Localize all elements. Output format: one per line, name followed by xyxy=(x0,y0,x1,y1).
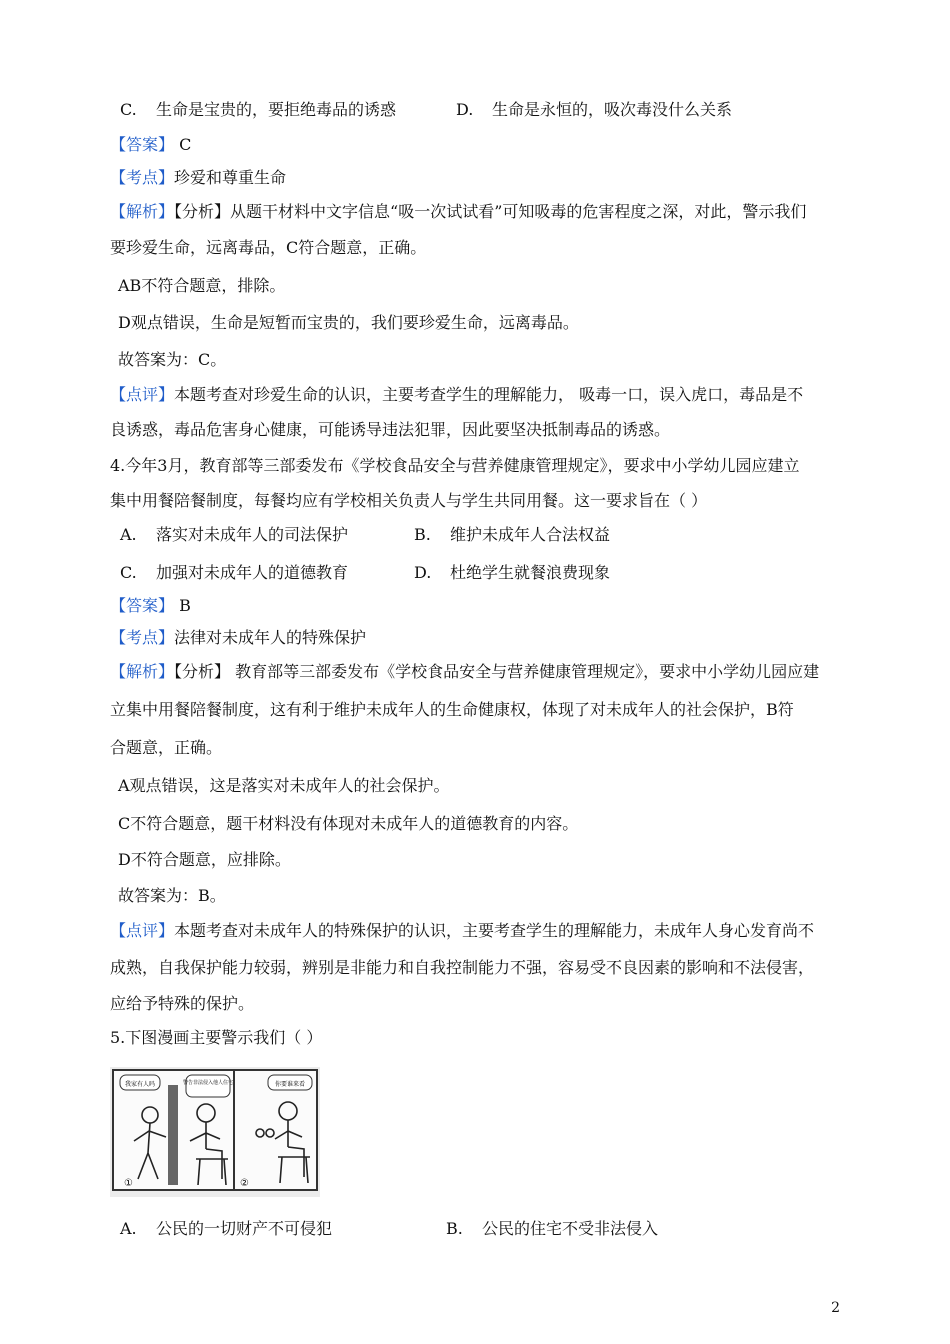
q4-comment-line2: 成熟，自我保护能力较弱，辨别是非能力和自我控制能力不强，容易受不良因素的影响和不法侵害， xyxy=(110,958,815,977)
q3-option-c-letter: C. xyxy=(120,100,137,119)
q4-point-text: 法律对未成年人的特殊保护 xyxy=(174,628,367,647)
q4-option-d-letter: D. xyxy=(414,563,432,582)
q4-stem-line2: 集中用餐陪餐制度，每餐均应有学校相关负责人与学生共同用餐。这一要求旨在（ ） xyxy=(110,491,708,510)
q5-stem: 5.下图漫画主要警示我们（ ） xyxy=(110,1028,323,1047)
panel1-bubble-right: 警告非法侵入他人住宅 xyxy=(182,1080,234,1086)
q4-answer xyxy=(110,596,191,616)
q5-option-a-letter: A. xyxy=(120,1219,137,1238)
q4-answer-tag: 【答案】 xyxy=(110,596,175,615)
q3-analysis-text1: 【分析】从题干材料中文字信息“吸一次试试看”可知吸毒的危害程度之深，对此，警示我们 xyxy=(174,202,807,221)
q4-answer-value: B xyxy=(179,596,191,615)
q3-option-d-letter: D. xyxy=(456,100,474,119)
q3-analysis-line2: 要珍爱生命，远离毒品，C符合题意，正确。 xyxy=(110,238,427,257)
q4-option-a-letter: A. xyxy=(120,525,137,544)
q4-analysis-line7: 故答案为：B。 xyxy=(118,886,226,905)
q4-option-d xyxy=(414,563,610,583)
panel2-number: ② xyxy=(240,1178,249,1189)
q4-analysis-line6: D不符合题意，应排除。 xyxy=(118,850,291,869)
q4-analysis-line4: A观点错误，这是落实对未成年人的社会保护。 xyxy=(118,776,450,795)
q3-answer xyxy=(110,135,191,155)
q3-analysis-line3: AB不符合题意，排除。 xyxy=(118,276,286,295)
q3-option-d xyxy=(456,100,732,120)
q4-option-c-text: 加强对未成年人的道德教育 xyxy=(156,563,349,582)
q3-option-c-text: 生命是宝贵的，要拒绝毒品的诱惑 xyxy=(156,100,397,119)
panel2-bubble: 你要谁来看 xyxy=(274,1081,306,1088)
q4-stem-line1: 4.今年3月，教育部等三部委发布《学校食品安全与营养健康管理规定》，要求中小学幼儿园应建立 xyxy=(110,456,800,475)
q3-answer-tag: 【答案】 xyxy=(110,135,175,154)
panel1-bubble-left: 我家有人吗 xyxy=(124,1081,156,1088)
q4-analysis-text1: 【分析】 教育部等三部委发布《学校食品安全与营养健康管理规定》，要求中小学幼儿园应建 xyxy=(174,662,820,681)
q4-option-c-letter: C. xyxy=(120,563,137,582)
page-number: 2 xyxy=(831,1300,840,1316)
q5-cartoon-image xyxy=(110,1067,320,1197)
panel1-number: ① xyxy=(124,1178,133,1189)
q5-option-a-text: 公民的一切财产不可侵犯 xyxy=(156,1219,333,1238)
q3-option-c xyxy=(120,100,396,120)
q4-option-b-text: 维护未成年人合法权益 xyxy=(450,525,611,544)
q4-option-a-text: 落实对未成年人的司法保护 xyxy=(156,525,349,544)
q3-comment-line2: 良诱惑，毒品危害身心健康，可能诱导违法犯罪，因此要坚决抵制毒品的诱惑。 xyxy=(110,420,671,439)
q4-option-d-text: 杜绝学生就餐浪费现象 xyxy=(450,563,611,582)
q3-comment-text1: 本题考查对珍爱生命的认识，主要考查学生的理解能力， 吸毒一口，误入虎口，毒品是不 xyxy=(174,385,804,404)
q4-comment-tag: 【点评】 xyxy=(110,921,175,940)
q4-option-a xyxy=(120,525,348,545)
q5-option-a xyxy=(120,1219,332,1239)
q4-option-b-letter: B. xyxy=(414,525,431,544)
q4-comment-line3: 应给予特殊的保护。 xyxy=(110,994,255,1013)
q3-comment-tag: 【点评】 xyxy=(110,385,175,404)
q3-option-d-text: 生命是永恒的，吸次毒没什么关系 xyxy=(492,100,733,119)
q4-option-b xyxy=(414,525,610,545)
q4-analysis-line3: 合题意，正确。 xyxy=(110,738,223,757)
q3-point xyxy=(110,168,286,188)
q3-analysis-line5: 故答案为：C。 xyxy=(118,350,227,369)
q3-answer-value: C xyxy=(179,135,192,154)
q3-point-tag: 【考点】 xyxy=(110,168,175,187)
q5-option-b-letter: B. xyxy=(446,1219,463,1238)
q4-point xyxy=(110,628,366,648)
q4-analysis-line2: 立集中用餐陪餐制度，这有利于维护未成年人的生命健康权，体现了对未成年人的社会保护，B符 xyxy=(110,700,794,719)
q3-analysis-tag: 【解析】 xyxy=(110,202,175,221)
q4-analysis-tag: 【解析】 xyxy=(110,662,175,681)
q3-analysis-line1 xyxy=(110,202,806,222)
door-shape xyxy=(168,1085,178,1185)
q4-comment-text1: 本题考查对未成年人的特殊保护的认识，主要考查学生的理解能力，未成年人身心发育尚不 xyxy=(174,921,815,940)
q4-analysis-line5: C不符合题意，题干材料没有体现对未成年人的道德教育的内容。 xyxy=(118,814,579,833)
q4-analysis-line1 xyxy=(110,662,819,682)
q3-point-text: 珍爱和尊重生命 xyxy=(174,168,287,187)
q3-analysis-line4: D观点错误，生命是短暂而宝贵的，我们要珍爱生命，远离毒品。 xyxy=(118,313,579,332)
q3-comment-line1 xyxy=(110,385,803,405)
q4-comment-line1 xyxy=(110,921,814,941)
q5-option-b xyxy=(446,1219,658,1239)
q5-option-b-text: 公民的住宅不受非法侵入 xyxy=(482,1219,659,1238)
q4-option-c xyxy=(120,563,348,583)
q4-point-tag: 【考点】 xyxy=(110,628,175,647)
